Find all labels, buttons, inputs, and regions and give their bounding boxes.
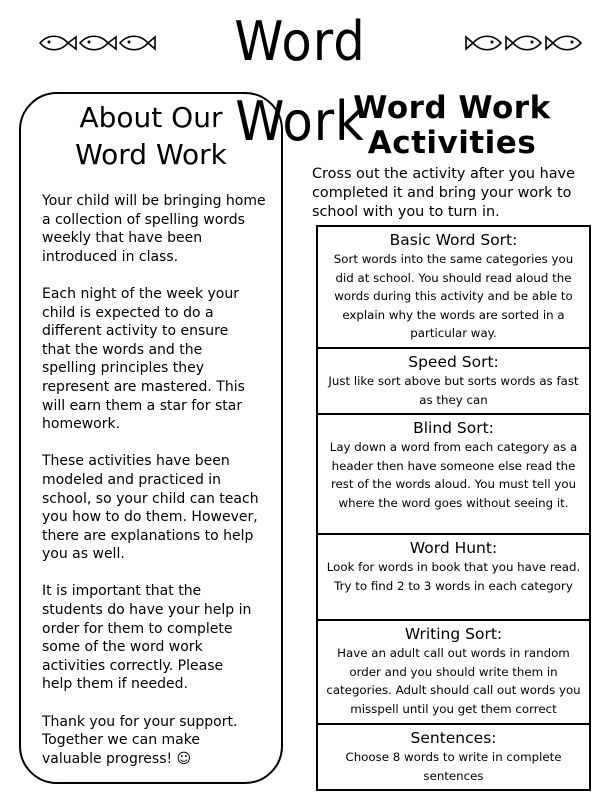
activity-description: Choose 8 words to write in complete sentences [345,750,562,783]
activity-description: Just like sort above but sorts words as fast as they can [328,374,579,407]
activity-basic-word-sort [318,227,589,349]
activity-title: Blind Sort: [413,419,494,437]
fish-doodle-icon [38,32,156,54]
activities-instructions: Cross out the activity after you have completed it and bring your work to school with you to turn in. [312,166,575,220]
activity-title: Word Hunt: [409,539,498,557]
activity-blind-sort [318,415,589,535]
activities-list [316,225,591,791]
activity-word-hunt [318,535,589,621]
activity-description: Have an adult call out words in random order and you should write them in categories. Adult should call out words you misspell until you get them correct [326,646,581,716]
activity-sentences [318,725,589,793]
activity-writing-sort [318,621,589,725]
panel-body-text: Your child will be bringing home a collection of spelling words weekly that have been introduced in class. Each night of the week your child is expected to do a different activity to ensure that the words and the spelling principles they represent are mastered. This will earn them a star for star homework. These activities have been modeled and practiced in school, so your child can teach you how to do them. However, there are explanations to help you as well. It is important that the students do have your help in order for them to complete some of the word work activities correctly. Please help them if needed. Thank you for your support. Together we can make valuable progress! ☺ [42,193,266,767]
activity-title: Basic Word Sort: [389,231,518,249]
activity-description: Sort words into the same categories you did at school. You should read aloud the words during this activity and be able to explain why the words are sorted in a particular way. [333,252,574,340]
about-word-work-panel [19,92,283,784]
activity-title: Writing Sort: [404,625,503,643]
activity-title: Sentences: [410,729,497,747]
activities-heading: Word Work Activities [353,90,551,161]
fish-doodle-icon [465,32,583,54]
panel-heading: About Our Word Work [75,101,227,171]
page-title: Word Work [234,10,366,153]
activity-description: Look for words in book that you have read. Try to find 2 to 3 words in each category [326,560,581,593]
activity-description: Lay down a word from each category as a header then have someone else read the rest of the words aloud. You must tell you where the word goes without seeing it. [329,440,578,510]
activity-title: Speed Sort: [408,353,499,371]
activity-speed-sort [318,349,589,415]
